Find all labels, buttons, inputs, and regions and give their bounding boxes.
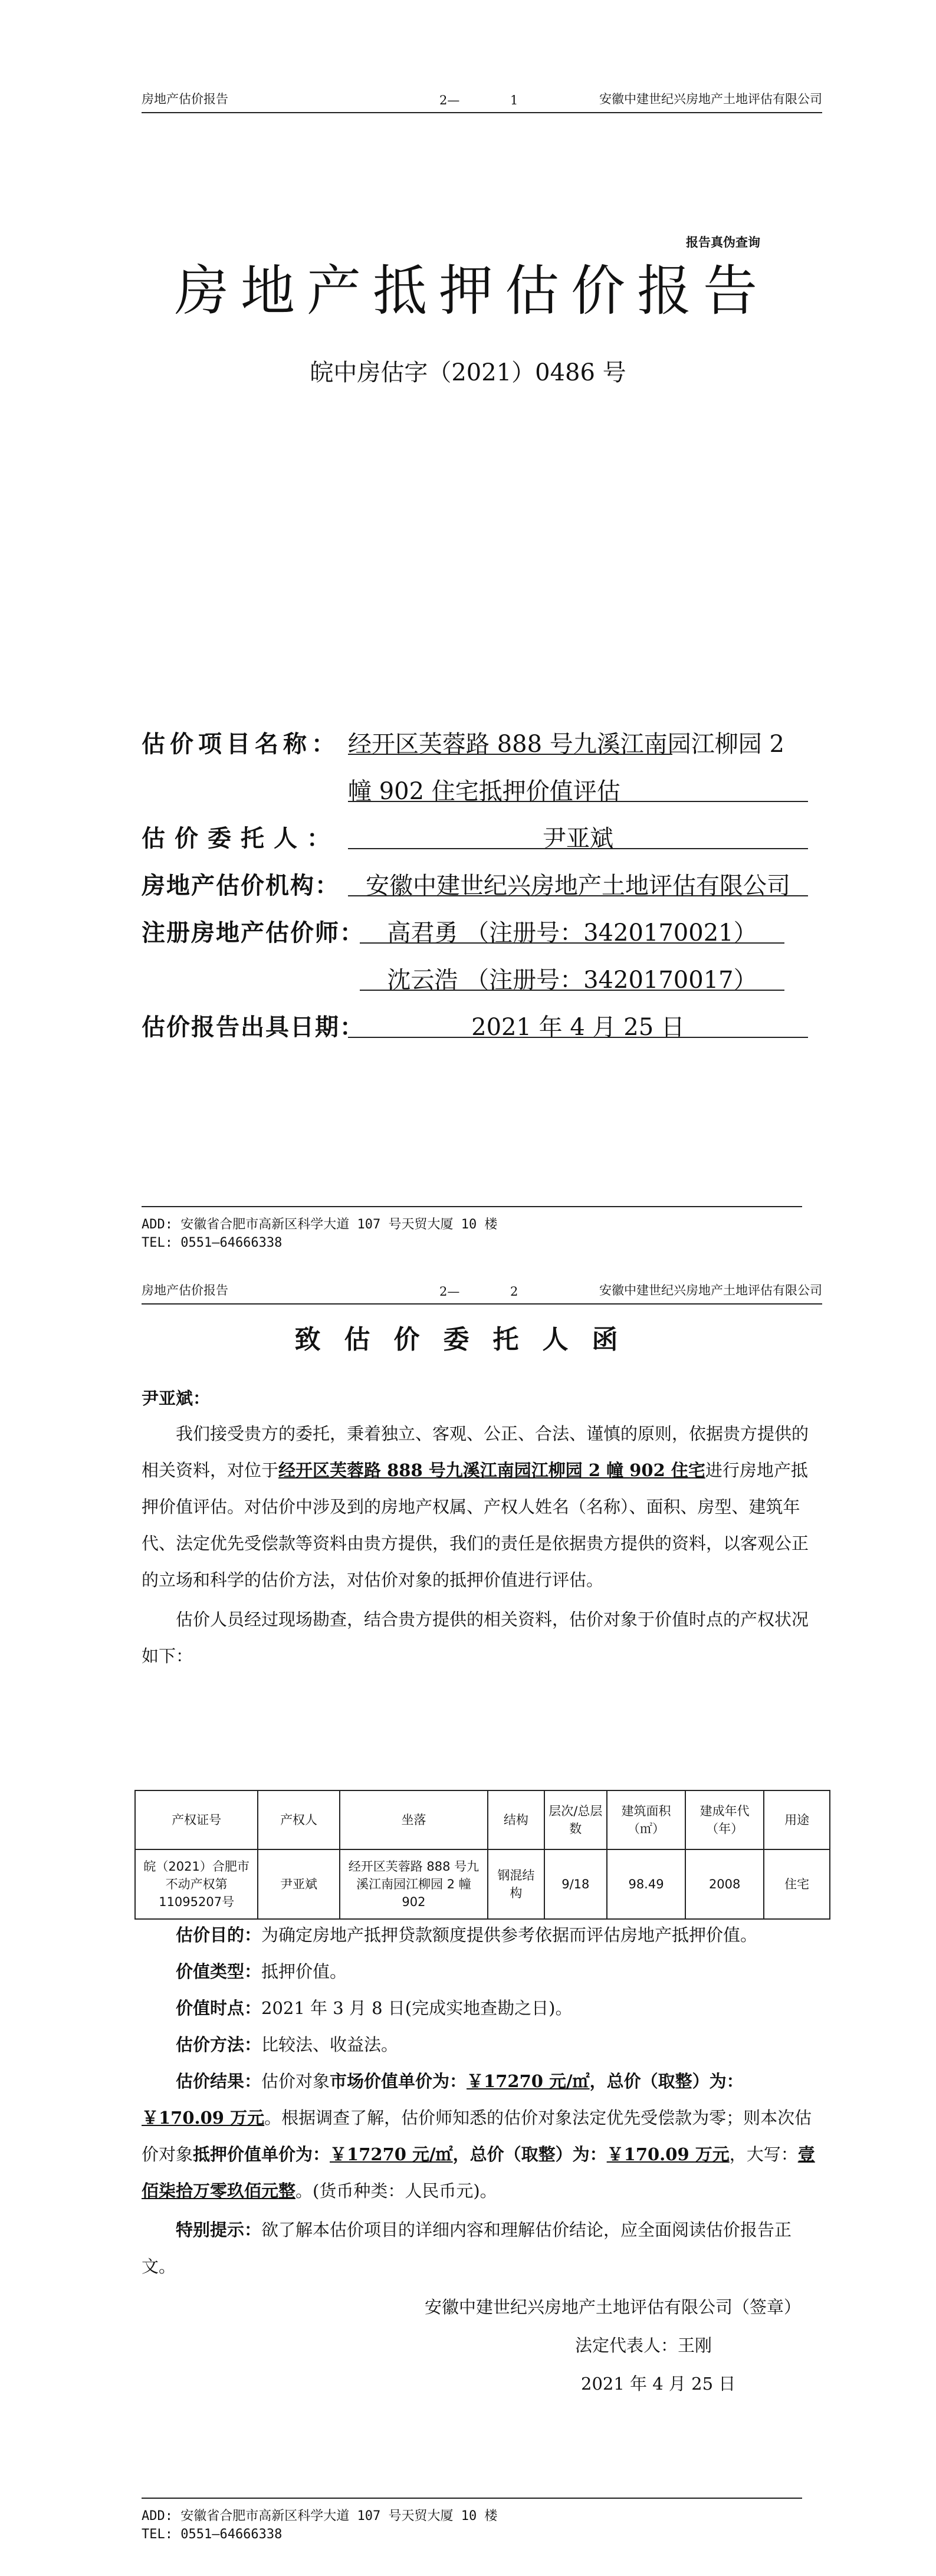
footer-tel: TEL: 0551—64666338 [142, 2527, 283, 2542]
cell-area: 98.49 [607, 1849, 685, 1919]
header-page-number: 1 [510, 93, 518, 107]
project-name-label: 估价项目名称： [142, 730, 340, 758]
cell-floor: 9/18 [544, 1849, 607, 1919]
value-date-text: 2021 年 3 月 8 日(完成实地查勘之日)。 [261, 1998, 573, 2018]
report-date-label: 估价报告出具日期： [142, 1013, 364, 1041]
header-left: 房地产估价报告 [142, 1283, 228, 1297]
mortgage-unit-price-label: 抵押价值单价为： [193, 2144, 330, 2164]
para1-part-c: 进行房地产抵押价值评估。对估价中涉及到的房地产权属、产权人姓名（名称）、面积、房型、建筑年代、法定优先受偿款等资料由贵方提供，我们的责任是依据贵方提供的资料，以客观公正的立场和科学的估价方法，对估价对象的抵押价值进行评估。 [142, 1460, 809, 1590]
letter-title: 致估价委托人函 [294, 1325, 642, 1355]
agency-label: 房地产估价机构： [142, 872, 340, 899]
footer-address: ADD: 安徽省合肥市高新区科学大道 107 号天贸大厦 10 楼 [142, 1217, 498, 1232]
report-date-value: 2021 年 4 月 25 日 [348, 1008, 808, 1038]
project-name-line1: 经开区芙蓉路 888 号九溪江南园江柳园 2 [348, 725, 672, 755]
col-structure: 结构 [488, 1790, 544, 1849]
purpose-label: 估价目的： [176, 1925, 262, 1945]
result-part: ，大写： [729, 2144, 798, 2164]
notice-label: 特别提示： [176, 2220, 262, 2240]
property-rights-table [134, 1790, 830, 1920]
footer-divider [142, 2498, 802, 2499]
cover-page [0, 0, 936, 1283]
authenticity-query-link[interactable]: 报告真伪查询 [686, 235, 760, 249]
result-label: 估价结果： [176, 2071, 262, 2091]
property-address: 经开区芙蓉路 888 号九溪江南园江柳园 2 幢 902 住宅 [278, 1460, 705, 1480]
method-line [142, 2026, 823, 2063]
project-name-line2: 幢 902 住宅抵押价值评估 [348, 773, 808, 802]
header-page-number: 2 [510, 1284, 518, 1299]
letter-paragraph-1 [142, 1415, 823, 1598]
client-label: 估价委托人： [142, 824, 340, 852]
col-year: 建成年代（年） [685, 1790, 764, 1849]
result-part: 估价对象 [261, 2071, 330, 2091]
col-floor: 层次/总层数 [544, 1790, 607, 1849]
salutation: 尹亚斌： [142, 1388, 211, 1408]
page-header [142, 1280, 822, 1305]
header-left: 房地产估价报告 [142, 92, 228, 106]
notice-line [142, 2212, 823, 2285]
col-usage: 用途 [764, 1790, 830, 1849]
method-label: 估价方法： [176, 2035, 262, 2055]
col-location: 坐落 [340, 1790, 488, 1849]
value-date-line [142, 1990, 823, 2026]
cell-structure: 钢混结构 [488, 1849, 544, 1919]
mortgage-total-label: ，总价（取整）为： [452, 2144, 607, 2164]
col-area: 建筑面积（㎡） [607, 1790, 685, 1849]
signature-company: 安徽中建世纪兴房地产土地评估有限公司（签章） [425, 2297, 802, 2317]
cell-location: 经开区芙蓉路 888 号九溪江南园江柳园 2 幢 902 [340, 1849, 488, 1919]
signature-date: 2021 年 4 月 25 日 [581, 2374, 736, 2394]
footer-address: ADD: 安徽省合肥市高新区科学大道 107 号天贸大厦 10 楼 [142, 2509, 498, 2524]
market-unit-price: ￥17270 元/㎡ [467, 2071, 590, 2091]
appraiser-label: 注册房地产估价师： [142, 919, 364, 947]
header-page-prefix: 2— [439, 93, 460, 107]
report-title: 房地产抵押估价报告 [174, 259, 769, 323]
cell-cert-no: 皖（2021）合肥市不动产权第11095207号 [135, 1849, 258, 1919]
letter-paragraph-2: 估价人员经过现场勘查，结合贵方提供的相关资料，估价对象于价值时点的产权状况如下： [142, 1609, 809, 1666]
market-total-price: ￥170.09 万元 [142, 2108, 265, 2128]
notice-text: 欲了解本估价项目的详细内容和理解估价结论，应全面阅读估价报告正文。 [142, 2220, 792, 2276]
table-header-row [135, 1790, 830, 1849]
footer-tel: TEL: 0551—64666338 [142, 1236, 283, 1250]
header-page-prefix: 2— [439, 1284, 460, 1299]
page-header [142, 88, 822, 113]
amount-in-words: 壹佰柒拾万零玖佰元整 [142, 2144, 815, 2201]
para1-part-a: 我们接受贵方的委托，秉着独立、客观、公正、合法、谨慎的原则，依据贵方提供的相关资料，对位于 [142, 1424, 809, 1480]
mortgage-unit-price: ￥17270 元/㎡ [330, 2144, 453, 2164]
agency-value: 安徽中建世纪兴房地产土地评估有限公司 [348, 867, 808, 896]
appraiser-1: 高君勇 （注册号：3420170021） [360, 914, 784, 944]
table-row [135, 1849, 830, 1919]
cell-year: 2008 [685, 1849, 764, 1919]
header-right: 安徽中建世纪兴房地产土地评估有限公司 [599, 92, 822, 106]
value-type-label: 价值类型： [176, 1961, 262, 1982]
result-paragraph [142, 2063, 823, 2209]
signature-representative: 法定代表人：王刚 [575, 2335, 712, 2355]
purpose-text: 为确定房地产抵押贷款额度提供参考依据而评估房地产抵押价值。 [261, 1925, 758, 1945]
footer-divider [142, 1206, 802, 1207]
mortgage-total-price: ￥170.09 万元 [606, 2144, 730, 2164]
appraiser-2: 沈云浩 （注册号：3420170017） [360, 961, 784, 991]
col-owner: 产权人 [258, 1790, 340, 1849]
cell-owner: 尹亚斌 [258, 1849, 340, 1919]
purpose-line [142, 1917, 823, 1953]
value-date-label: 价值时点： [176, 1998, 262, 2018]
market-total-label: ，总价（取整）为： [589, 2071, 744, 2091]
document-number: 皖中房估字（2021）0486 号 [310, 359, 626, 386]
method-text: 比较法、收益法。 [261, 2035, 399, 2055]
header-right: 安徽中建世纪兴房地产土地评估有限公司 [599, 1283, 822, 1297]
value-type-line [142, 1953, 823, 1990]
client-value: 尹亚斌 [348, 820, 808, 849]
result-part: 。根据调查了解，估价师知悉的估价对象法定优先受偿款为零；则本次估价对象 [142, 2108, 812, 2164]
market-unit-price-label: 市场价值单价为： [330, 2071, 467, 2091]
value-type-text: 抵押价值。 [261, 1961, 347, 1982]
cell-usage: 住宅 [764, 1849, 830, 1919]
col-cert-no: 产权证号 [135, 1790, 258, 1849]
result-part: 。(货币种类：人民币元)。 [295, 2181, 497, 2201]
